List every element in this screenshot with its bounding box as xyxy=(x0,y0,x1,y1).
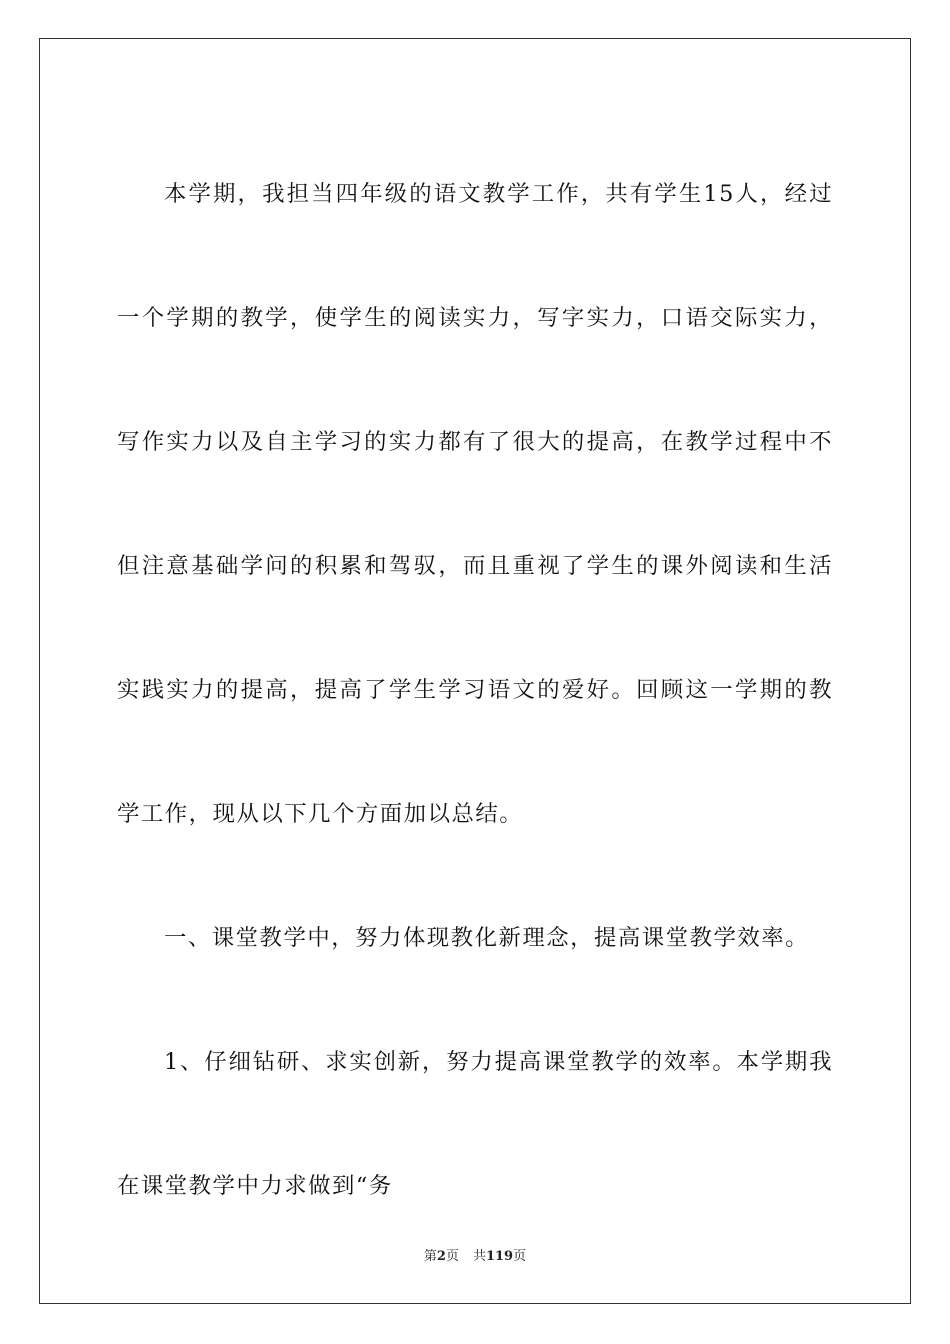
section-heading: 一、课堂教学中，努力体现教化新理念，提高课堂教学效率。 xyxy=(164,925,810,951)
paragraph-intro: 本学期，我担当四年级的语文教学工作，共有学生15人，经过一个学期的教学，使学生的阅读实力，写字实力，口语交际实力，写作实力以及自主学习的实力都有了很大的提高，在教学过程中不但注意基础学问的积累和驾驭，而且重视了学生的课外阅读和生活实践实力的提高，提高了学生学习语文的爱好。回顾这一学期的教学工作，现从以下几个方面加以总结。 xyxy=(117,181,833,827)
page-number: 2 xyxy=(436,1249,446,1264)
total-prefix: 共 xyxy=(472,1249,486,1264)
paragraph-point-1: 1、仔细钻研、求实创新，努力提高课堂教学的效率。本学期我在课堂教学中力求做到“务 xyxy=(117,1049,833,1199)
total-pages: 119 xyxy=(485,1249,514,1264)
page-prefix: 第 xyxy=(423,1249,437,1264)
page-suffix: 页 xyxy=(445,1249,459,1264)
total-suffix: 页 xyxy=(513,1249,527,1264)
document-body xyxy=(117,132,833,1248)
page-footer xyxy=(0,1245,950,1264)
